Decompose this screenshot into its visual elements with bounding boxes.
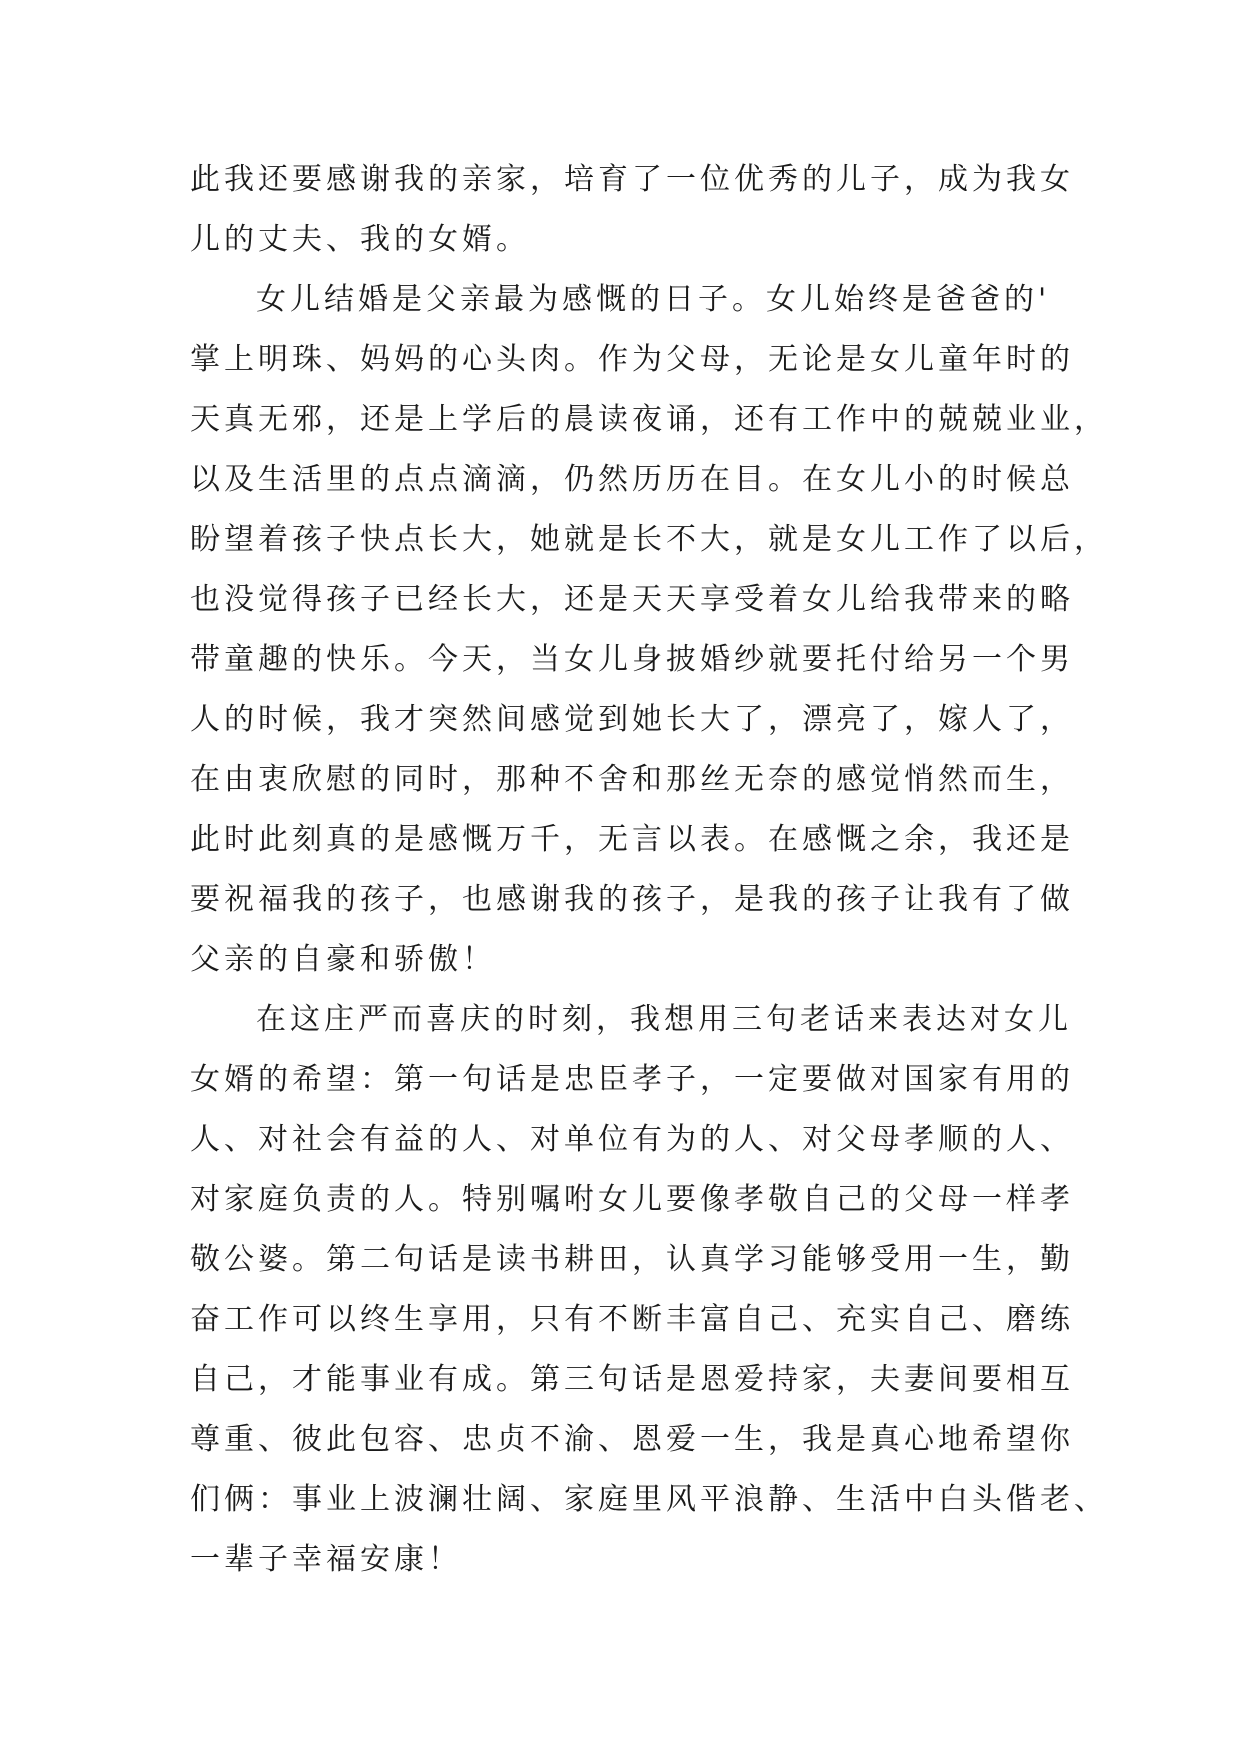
text-line: 人的时候，我才突然间感觉到她长大了，漂亮了，嫁人了，	[190, 702, 1074, 737]
text-line: 儿的丈夫、我的女婿。	[190, 222, 530, 257]
text-line: 带童趣的快乐。今天，当女儿身披婚纱就要托付给另一个男	[190, 642, 1074, 677]
text-line: 父亲的自豪和骄傲！	[190, 942, 496, 977]
text-line: 也没觉得孩子已经长大，还是天天享受着女儿给我带来的略	[190, 582, 1074, 617]
text-line: 自己，才能事业有成。第三句话是恩爱持家，夫妻间要相互	[190, 1362, 1074, 1397]
text-line: 对家庭负责的人。特别嘱咐女儿要像孝敬自己的父母一样孝	[190, 1182, 1074, 1217]
text-line: 此时此刻真的是感慨万千，无言以表。在感慨之余，我还是	[190, 822, 1074, 857]
text-line: 们俩：事业上波澜壮阔、家庭里风平浪静、生活中白头偕老、	[190, 1482, 1108, 1517]
paragraph-start-line: 在这庄严而喜庆的时刻，我想用三句老话来表达对女儿	[256, 1002, 1072, 1037]
text-line: 掌上明珠、妈妈的心头肉。作为父母，无论是女儿童年时的	[190, 342, 1074, 377]
text-line: 天真无邪，还是上学后的晨读夜诵，还有工作中的兢兢业业，	[190, 402, 1108, 437]
body-text	[190, 150, 1108, 1590]
text-line: 在由衷欣慰的同时，那种不舍和那丝无奈的感觉悄然而生，	[190, 762, 1074, 797]
paragraph-start-line: 女儿结婚是父亲最为感慨的日子。女儿始终是爸爸的'	[256, 282, 1051, 317]
text-line: 以及生活里的点点滴滴，仍然历历在目。在女儿小的时候总	[190, 462, 1074, 497]
text-line: 尊重、彼此包容、忠贞不渝、恩爱一生，我是真心地希望你	[190, 1422, 1074, 1457]
text-line: 敬公婆。第二句话是读书耕田，认真学习能够受用一生，勤	[190, 1242, 1074, 1277]
text-line: 要祝福我的孩子，也感谢我的孩子，是我的孩子让我有了做	[190, 882, 1074, 917]
text-line: 奋工作可以终生享用，只有不断丰富自己、充实自己、磨练	[190, 1302, 1074, 1337]
text-line: 女婿的希望：第一句话是忠臣孝子，一定要做对国家有用的	[190, 1062, 1074, 1097]
text-line: 盼望着孩子快点长大，她就是长不大，就是女儿工作了以后，	[190, 522, 1108, 557]
text-line: 一辈子幸福安康！	[190, 1542, 462, 1577]
text-line: 人、对社会有益的人、对单位有为的人、对父母孝顺的人、	[190, 1122, 1074, 1157]
text-line: 此我还要感谢我的亲家，培育了一位优秀的儿子，成为我女	[190, 162, 1074, 197]
